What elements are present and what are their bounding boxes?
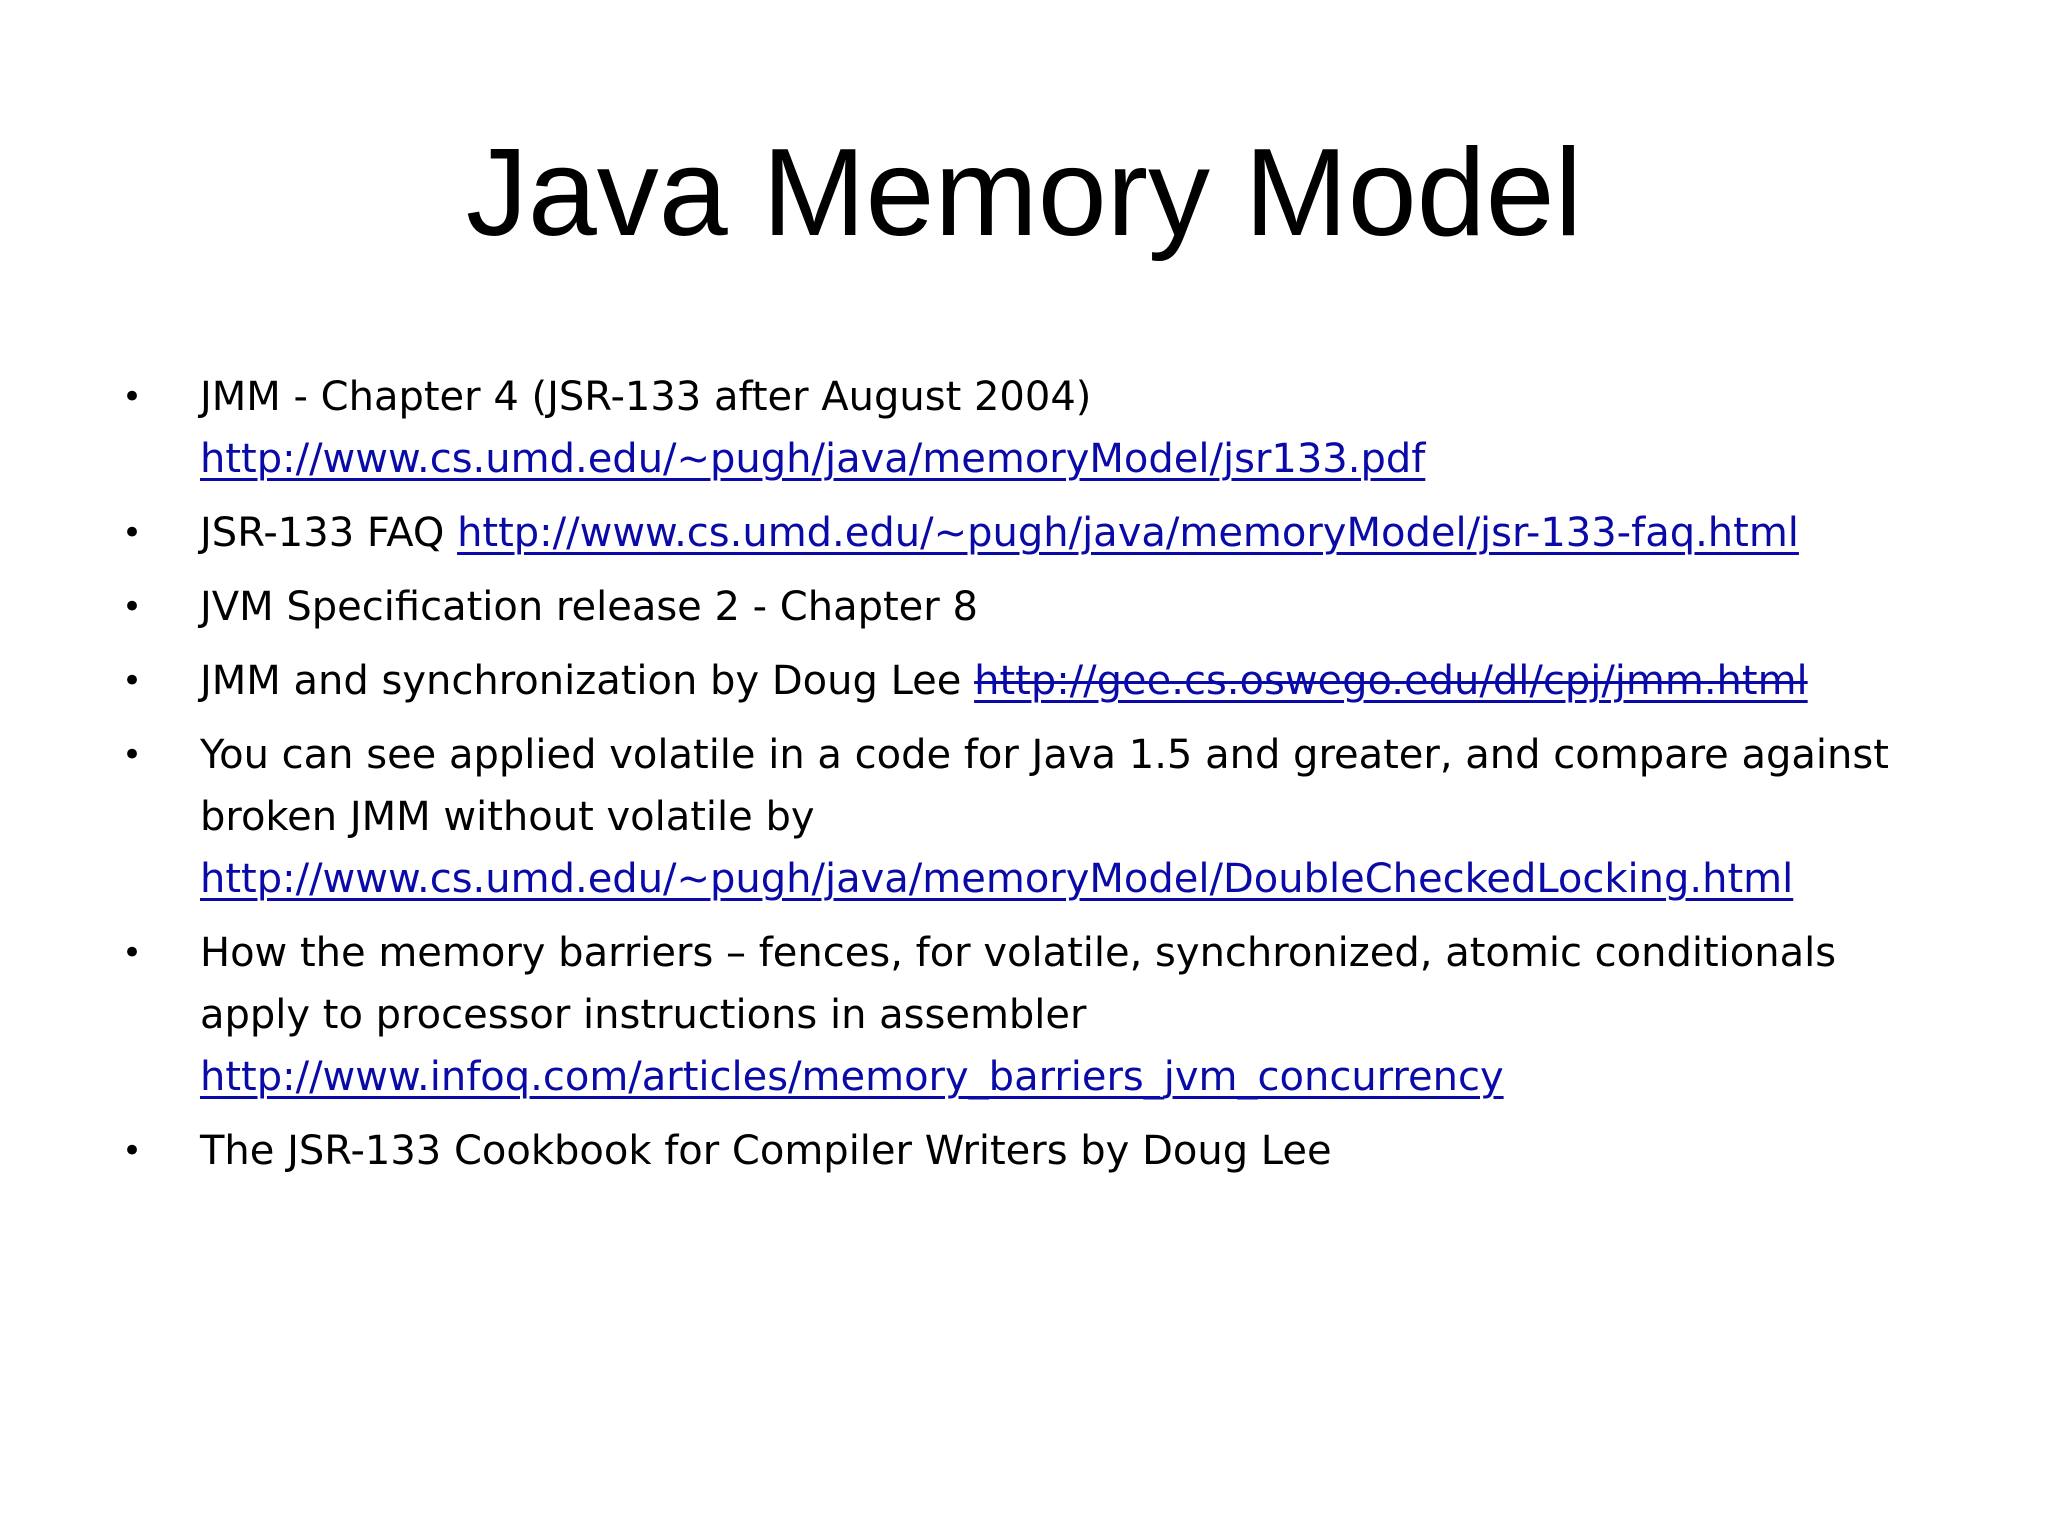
jsr133-pdf-link[interactable]: http://www.cs.umd.edu/~pugh/java/memoryModel/jsr133.pdf [200, 436, 1426, 482]
bullet-icon: • [122, 1131, 143, 1171]
bullet-item-jsr133-faq [0, 502, 2048, 564]
bullet-text-line1: You can see applied volatile in a code for Java 1.5 and greater, and compare against [200, 732, 1889, 778]
bullet-text-line1: How the memory barriers – fences, for volatile, synchronized, atomic conditionals [200, 930, 1837, 976]
bullet-text-line2: apply to processor instructions in assembler [200, 992, 1087, 1038]
jsr133-faq-link[interactable]: http://www.cs.umd.edu/~pugh/java/memoryModel/jsr-133-faq.html [457, 510, 1799, 556]
bullet-text-line2: broken JMM without volatile by [200, 794, 815, 840]
bullet-item-cookbook [0, 1120, 2048, 1182]
bullet-item-doug-lee-jmm [0, 650, 2048, 712]
bullet-item-memory-barriers [0, 922, 2048, 1108]
bullet-text: The JSR-133 Cookbook for Compiler Writers by Doug Lee [200, 1128, 1332, 1174]
bullet-icon: • [122, 377, 143, 417]
bullet-icon: • [122, 933, 143, 973]
bullet-text: JMM and synchronization by Doug Lee [200, 658, 975, 704]
infoq-memory-barriers-link[interactable]: http://www.infoq.com/articles/memory_barriers_jvm_concurrency [200, 1054, 1504, 1100]
bullet-icon: • [122, 587, 143, 627]
bullet-icon: • [122, 735, 143, 775]
double-checked-locking-link[interactable]: http://www.cs.umd.edu/~pugh/java/memoryModel/DoubleCheckedLocking.html [200, 856, 1794, 902]
bullet-text: JVM Specification release 2 - Chapter 8 [200, 584, 978, 630]
bullet-icon: • [122, 513, 143, 553]
bullet-item-volatile [0, 724, 2048, 910]
slide-title: Java Memory Model [465, 124, 1583, 262]
bullet-item-jmm-chapter [0, 366, 2048, 490]
cpj-jmm-link[interactable]: http://gee.cs.oswego.edu/dl/cpj/jmm.html [974, 658, 1808, 704]
bullet-list [0, 366, 2048, 1194]
bullet-text: JSR-133 FAQ [200, 510, 458, 556]
bullet-text: JMM - Chapter 4 (JSR-133 after August 2004) [200, 374, 1092, 420]
bullet-icon: • [122, 661, 143, 701]
bullet-item-jvm-spec [0, 576, 2048, 638]
